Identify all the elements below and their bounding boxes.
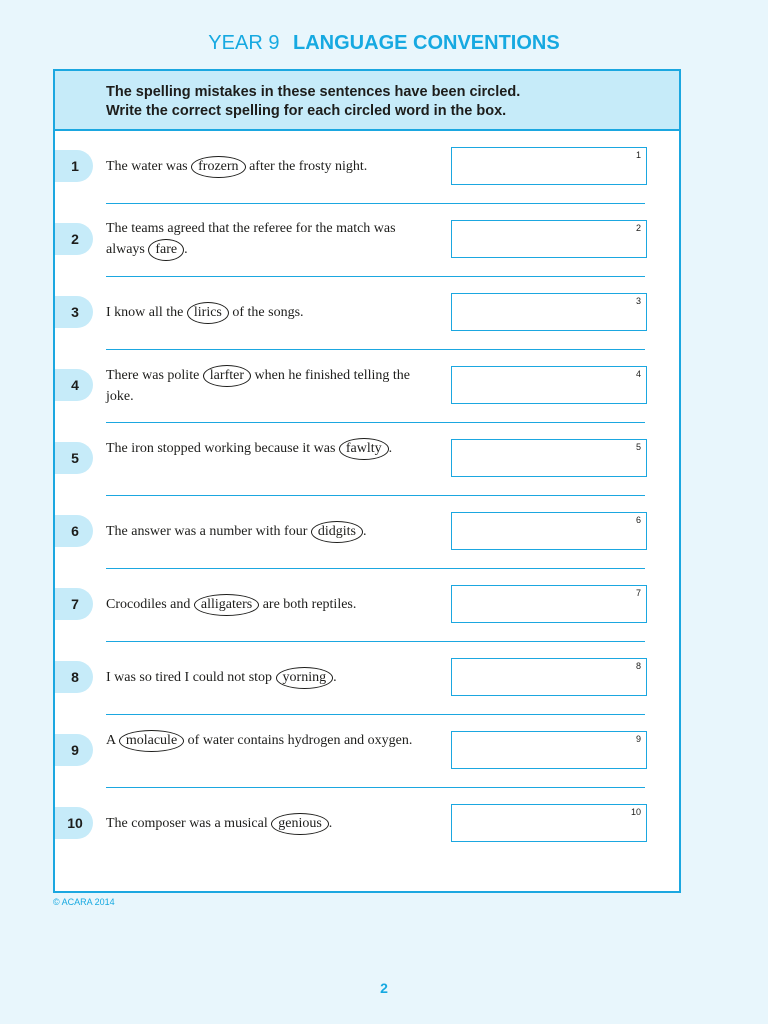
question-number: 10: [55, 807, 93, 839]
circled-word: didgits: [311, 521, 363, 543]
instructions-banner: [55, 71, 679, 131]
answer-box-number: 10: [630, 807, 641, 817]
question-text: There was polite larfter when he finished telling the joke.: [106, 365, 436, 407]
circled-word: frozern: [191, 156, 245, 178]
circled-word: alligaters: [194, 594, 259, 616]
question-8: [55, 642, 679, 715]
question-number: 7: [55, 588, 93, 620]
page-header: [0, 30, 768, 56]
question-text: The answer was a number with four didgits .: [106, 521, 436, 543]
question-text: Crocodiles and alligaters are both reptiles.: [106, 594, 436, 616]
question-6: [55, 496, 679, 569]
question-text: A molacule of water contains hydrogen and oxygen.: [106, 730, 436, 752]
answer-box-number: 2: [635, 223, 641, 233]
question-1: [55, 131, 679, 204]
answer-box-10[interactable]: [451, 804, 647, 842]
answer-box-6[interactable]: [451, 512, 647, 550]
answer-box-number: 7: [635, 588, 641, 598]
answer-box-number: 3: [635, 296, 641, 306]
circled-word: yorning: [276, 667, 334, 689]
answer-box-5[interactable]: [451, 439, 647, 477]
question-text: The iron stopped working because it was fawlty .: [106, 438, 436, 460]
question-text: The composer was a musical genious .: [106, 813, 436, 835]
question-number: 5: [55, 442, 93, 474]
question-9: [55, 715, 679, 788]
answer-box-number: 4: [635, 369, 641, 379]
circled-word: genious: [271, 813, 329, 835]
question-number: 3: [55, 296, 93, 328]
question-text: I was so tired I could not stop yorning .: [106, 667, 436, 689]
answer-box-3[interactable]: [451, 293, 647, 331]
circled-word: fawlty: [339, 438, 389, 460]
answer-box-8[interactable]: [451, 658, 647, 696]
question-number: 8: [55, 661, 93, 693]
question-2: [55, 204, 679, 277]
instruction-line-1: The spelling mistakes in these sentences have been circled.: [106, 84, 521, 100]
question-4: [55, 350, 679, 423]
circled-word: fare: [148, 239, 184, 261]
answer-box-7[interactable]: [451, 585, 647, 623]
question-panel: [53, 69, 681, 893]
page-number: 2: [380, 980, 388, 996]
answer-box-1[interactable]: [451, 147, 647, 185]
question-text: I know all the lirics of the songs.: [106, 302, 436, 324]
copyright-notice: © ACARA 2014: [53, 897, 115, 907]
instruction-line-2: Write the correct spelling for each circled word in the box.: [106, 103, 507, 119]
year-label: YEAR 9: [208, 32, 280, 54]
circled-word: lirics: [187, 302, 229, 324]
question-number: 4: [55, 369, 93, 401]
answer-box-number: 5: [635, 442, 641, 452]
question-text: The teams agreed that the referee for the match was always fare .: [106, 219, 436, 261]
answer-box-2[interactable]: [451, 220, 647, 258]
question-text: The water was frozern after the frosty night.: [106, 156, 436, 178]
circled-word: molacule: [119, 730, 184, 752]
answer-box-number: 9: [635, 734, 641, 744]
answer-box-number: 6: [635, 515, 641, 525]
question-number: 1: [55, 150, 93, 182]
question-number: 6: [55, 515, 93, 547]
answer-box-number: 1: [635, 150, 641, 160]
subject-title: LANGUAGE CONVENTIONS: [293, 32, 560, 54]
answer-box-9[interactable]: [451, 731, 647, 769]
question-number: 9: [55, 734, 93, 766]
question-10: [55, 788, 679, 861]
circled-word: larfter: [203, 365, 251, 387]
answer-box-number: 8: [635, 661, 641, 671]
question-5: [55, 423, 679, 496]
answer-box-4[interactable]: [451, 366, 647, 404]
question-7: [55, 569, 679, 642]
question-3: [55, 277, 679, 350]
question-number: 2: [55, 223, 93, 255]
